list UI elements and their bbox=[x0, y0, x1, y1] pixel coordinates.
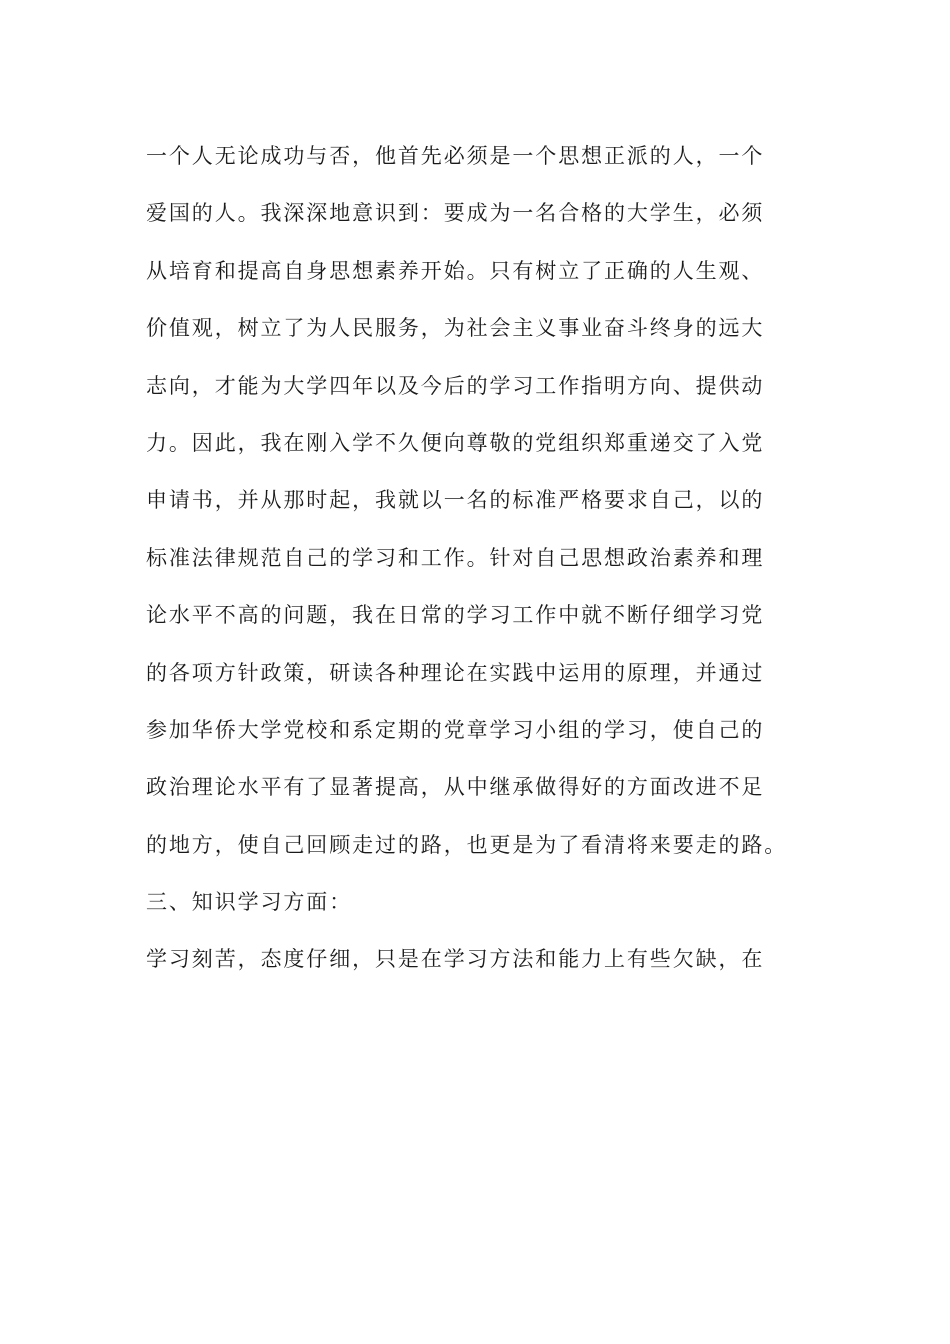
text-line: 论水平不高的问题，我在日常的学习工作中就不断仔细学习党 bbox=[146, 603, 765, 628]
text-line: 一个人无论成功与否，他首先必须是一个思想正派的人，一个 bbox=[146, 144, 765, 168]
text-line: 政治理论水平有了显著提高，从中继承做得好的方面改进不足 bbox=[146, 775, 765, 800]
text-line: 的各项方针政策，研读各种理论在实践中运用的原理，并通过 bbox=[146, 660, 765, 685]
text-line: 的地方，使自己回顾走过的路，也更是为了看清将来要走的路。 bbox=[146, 832, 788, 857]
text-line: 学习刻苦，态度仔细，只是在学习方法和能力上有些欠缺，在 bbox=[146, 947, 765, 972]
text-line: 力。因此，我在刚入学不久便向尊敬的党组织郑重递交了入党 bbox=[146, 430, 765, 455]
text-line: 从培育和提高自身思想素养开始。只有树立了正确的人生观、 bbox=[146, 258, 765, 283]
body-text bbox=[146, 128, 816, 989]
text-line: 申请书，并从那时起，我就以一名的标准严格要求自己，以的 bbox=[146, 488, 765, 513]
section-heading: 三、知识学习方面： bbox=[146, 890, 353, 915]
text-line: 价值观，树立了为人民服务，为社会主义事业奋斗终身的远大 bbox=[146, 316, 765, 341]
text-line: 志向，才能为大学四年以及今后的学习工作指明方向、提供动 bbox=[146, 373, 765, 398]
text-line: 爱国的人。我深深地意识到：要成为一名合格的大学生，必须 bbox=[146, 201, 765, 226]
text-line: 标准法律规范自己的学习和工作。针对自己思想政治素养和理 bbox=[146, 545, 765, 570]
text-line: 参加华侨大学党校和系定期的党章学习小组的学习，使自己的 bbox=[146, 717, 765, 742]
